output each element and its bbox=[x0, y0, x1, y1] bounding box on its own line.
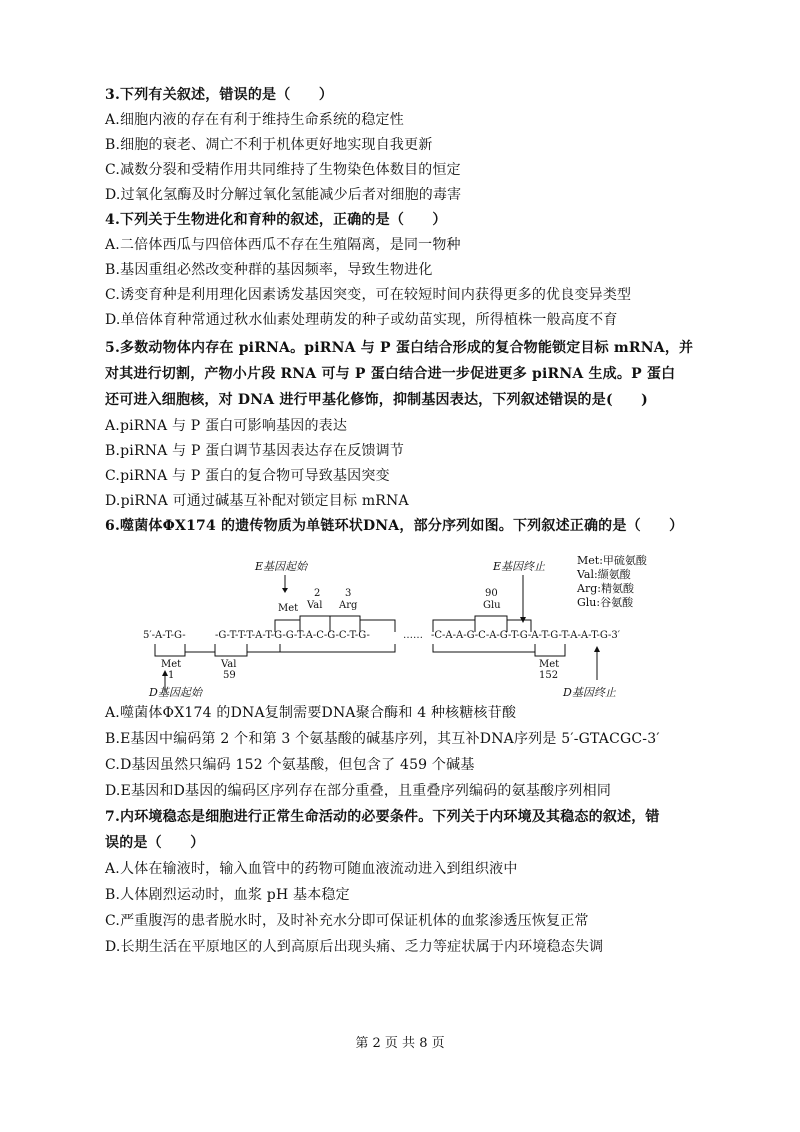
question-7-stem-line1: 7.内环境稳态是细胞进行正常生命活动的必要条件。下列关于内环境及其稳态的叙述，错 bbox=[105, 809, 660, 825]
q5-option-c: C.piRNA 与 P 蛋白的复合物可导致基因突变 bbox=[105, 468, 390, 484]
q6-option-b: B.E基因中编码第 2 个和第 3 个氨基酸的碱基序列，其互补DNA序列是 5′-GTACGC-3′ bbox=[105, 731, 660, 747]
e-start-arrowhead bbox=[282, 588, 288, 593]
bottom-bracket-d60 bbox=[247, 644, 280, 652]
d-gene-end-label: D基因终止 bbox=[563, 686, 616, 699]
top-codon-arg: Arg bbox=[339, 600, 358, 611]
bottom-codon-met: Met bbox=[161, 659, 182, 670]
page-footer: 第 2 页 共 8 页 bbox=[355, 1036, 445, 1051]
e-gene-start-label: E基因起始 bbox=[255, 560, 308, 573]
bottom-index-59: 59 bbox=[223, 670, 236, 681]
legend-arg: Arg:精氨酸 bbox=[577, 582, 634, 595]
bottom-bracket-span2 bbox=[433, 644, 535, 652]
bottom-index-152: 152 bbox=[539, 670, 559, 681]
q7-option-d: D.长期生活在平原地区的人到高原后出现头痛、乏力等症状属于内环境稳态失调 bbox=[105, 939, 604, 955]
q5-option-d: D.piRNA 可通过碱基互补配对锁定目标 mRNA bbox=[105, 493, 409, 509]
q3-option-b: B.细胞的衰老、凋亡不利于机体更好地实现自我更新 bbox=[105, 137, 433, 153]
bottom-bracket-d2 bbox=[185, 644, 215, 652]
q3-option-d: D.过氧化氢酶及时分解过氧化氢能减少后者对细胞的毒害 bbox=[105, 187, 462, 203]
legend-val: Val:缬氨酸 bbox=[577, 568, 631, 581]
q3-option-a: A.细胞内液的存在有利于维持生命系统的稳定性 bbox=[105, 112, 404, 128]
top-index-2: 2 bbox=[314, 588, 321, 599]
question-5-stem-line2: 对其进行切割，产物小片段 RNA 可与 P 蛋白结合进一步促进更多 piRNA 生成。P 蛋白 bbox=[105, 366, 676, 382]
q7-option-b: B.人体剧烈运动时，血浆 pH 基本稳定 bbox=[105, 887, 350, 903]
bottom-index-1: 1 bbox=[168, 670, 175, 681]
bottom-bracket-met bbox=[155, 644, 185, 656]
bottom-bracket-span bbox=[280, 644, 395, 652]
q4-option-b: B.基因重组必然改变种群的基因频率，导致生物进化 bbox=[105, 262, 433, 278]
top-codon-val: Val bbox=[307, 600, 323, 611]
legend-glu: Glu:谷氨酸 bbox=[577, 596, 634, 609]
sequence-left: 5′-A-T-G- bbox=[143, 630, 186, 641]
q4-option-a: A.二倍体西瓜与四倍体西瓜不存在生殖隔离，是同一物种 bbox=[105, 237, 461, 253]
q4-option-c: C.诱变育种是利用理化因素诱发基因突变，可在较短时间内获得更多的优良变异类型 bbox=[105, 287, 632, 303]
top-index-90: 90 bbox=[485, 588, 498, 599]
bottom-bracket-val bbox=[215, 644, 247, 656]
bottom-bracket-met152 bbox=[535, 644, 565, 656]
sequence-middle: -G-T-T-T-A-T-G-G-T-A-C-G-C-T-G- bbox=[215, 630, 370, 641]
sequence-right: -C-A-A-G-C-A-G-T-G-A-T-G-T-A-A-T-G-3′ bbox=[431, 630, 621, 641]
question-5-stem-line3: 还可进入细胞核，对 DNA 进行甲基化修饰，抑制基因表达，下列叙述错误的是( ) bbox=[105, 392, 648, 408]
question-5-stem-line1: 5.多数动物体内存在 piRNA。piRNA 与 P 蛋白结合形成的复合物能锁定目标 mRNA，并 bbox=[105, 340, 694, 356]
q4-option-d: D.单倍体育种常通过秋水仙素处理萌发的种子或幼苗实现，所得植株一般高度不育 bbox=[105, 312, 618, 328]
e-gene-end-label: E基因终止 bbox=[493, 560, 546, 573]
bottom-codon-met152: Met bbox=[539, 659, 560, 670]
q6-option-c: C.D基因虽然只编码 152 个氨基酸，但包含了 459 个碱基 bbox=[105, 757, 475, 773]
top-codon-glu: Glu bbox=[483, 600, 501, 611]
d-end-arrowhead bbox=[594, 646, 600, 652]
q5-option-b: B.piRNA 与 P 蛋白调节基因表达存在反馈调节 bbox=[105, 443, 405, 459]
question-4-stem: 4.下列关于生物进化和育种的叙述，正确的是（ ） bbox=[105, 212, 447, 228]
question-3-stem: 3.下列有关叙述，错误的是（ ） bbox=[105, 87, 334, 103]
q7-option-a: A.人体在输液时，输入血管中的药物可随血液流动进入到组织液中 bbox=[105, 861, 518, 877]
q6-option-d: D.E基因和D基因的编码区序列存在部分重叠，且重叠序列编码的氨基酸序列相同 bbox=[105, 783, 612, 799]
q6-option-a: A.噬菌体ΦX174 的DNA复制需要DNA聚合酶和 4 种核糖核苷酸 bbox=[105, 705, 517, 721]
top-index-3: 3 bbox=[345, 588, 352, 599]
top-codon-met: Met bbox=[278, 603, 299, 614]
legend-met: Met:甲硫氨酸 bbox=[577, 554, 647, 567]
sequence-ellipsis: …… bbox=[403, 630, 423, 641]
q3-option-c: C.减数分裂和受精作用共同维持了生物染色体数目的恒定 bbox=[105, 162, 461, 178]
question-6-stem: 6.噬菌体ΦX174 的遗传物质为单链环状DNA，部分序列如图。下列叙述正确的是（ ） bbox=[105, 518, 684, 534]
bottom-codon-val: Val bbox=[221, 659, 237, 670]
dna-diagram-svg bbox=[135, 550, 655, 700]
q5-option-a: A.piRNA 与 P 蛋白可影响基因的表达 bbox=[105, 418, 348, 434]
q7-option-c: C.严重腹泻的患者脱水时，及时补充水分即可保证机体的血浆渗透压恢复正常 bbox=[105, 913, 589, 929]
d-gene-start-label: D基因起始 bbox=[149, 686, 202, 699]
dna-sequence-diagram bbox=[135, 550, 655, 700]
question-7-stem-line2: 误的是（ ） bbox=[105, 835, 205, 851]
